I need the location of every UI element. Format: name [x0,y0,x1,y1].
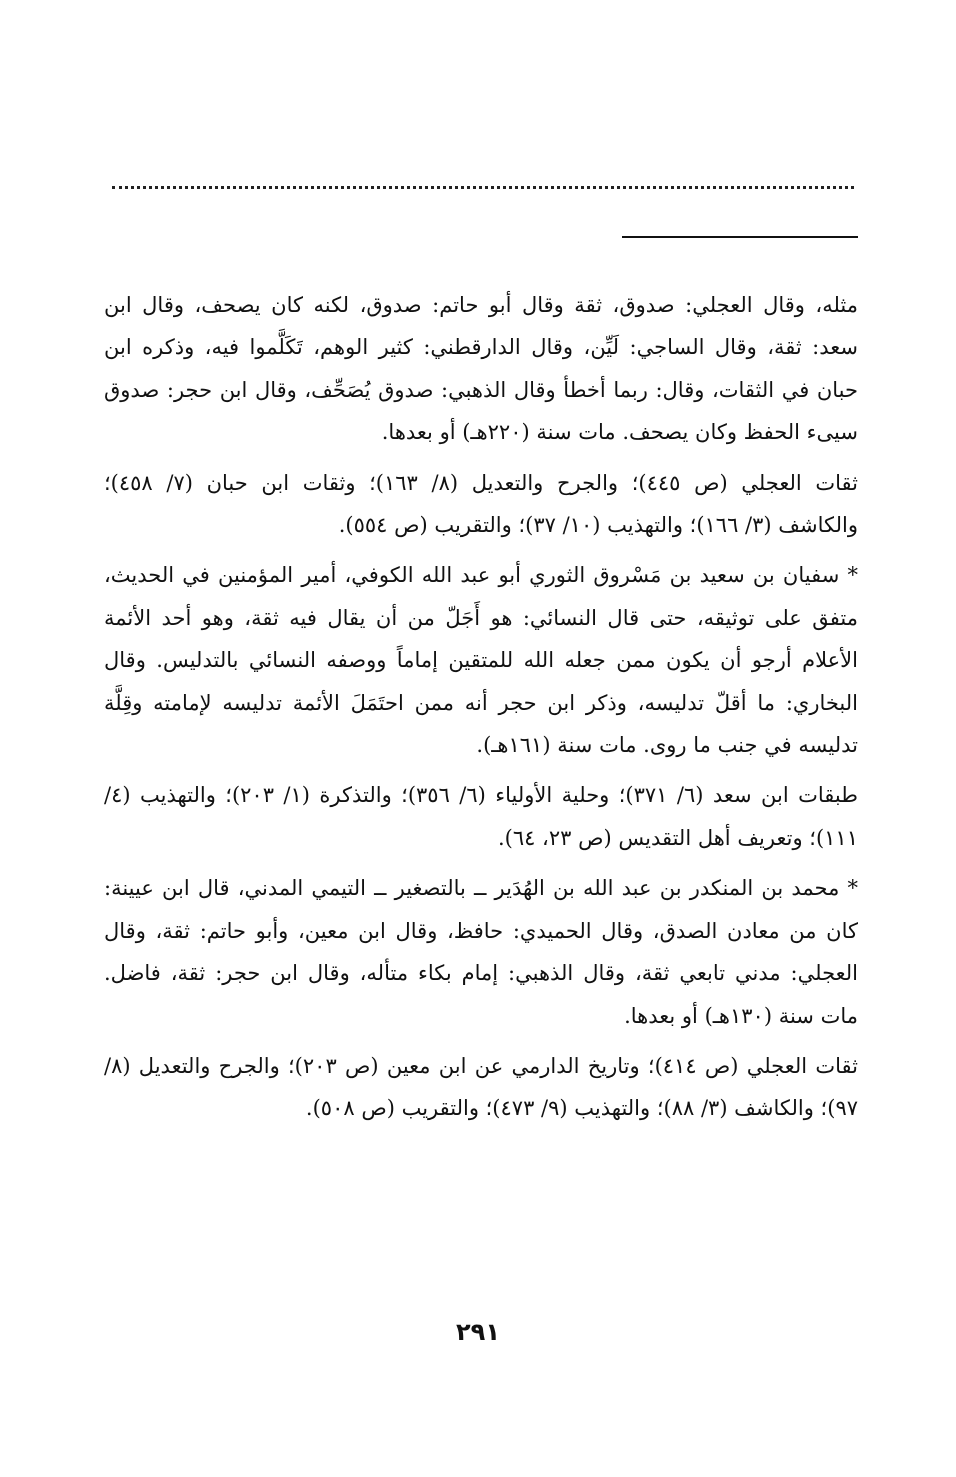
paragraph-sources-1: ثقات العجلي (ص ٤٤٥)؛ والجرح والتعديل (٨/ ١٦٣)؛ وثقات ابن حبان (٧/ ٤٥٨)؛ والكاشف (٣/ ١٦٦)؛ والتهذيب (١٠/ ٣٧)؛ والتقريب (ص ٥٥٤). [104,470,858,538]
paragraph-sources-3: ثقات العجلي (ص ٤١٤)؛ وتاريخ الدارمي عن ابن معين (ص ٢٠٣)؛ والجرح والتعديل (٨/ ٩٧)؛ والكاشف (٣/ ٨٨)؛ والتهذيب (٩/ ٤٧٣)؛ والتقريب (ص ٥٠٨). [104,1053,858,1121]
paragraph-sufyan-thawri: * سفيان بن سعيد بن مَسْروق الثوري أبو عبد الله الكوفي، أمير المؤمنين في الحديث، متفق على توثيقه، حتى قال النسائي: هو أَجَلّ من أن يقال فيه ثقة، وهو أحد الأئمة الأعلام أرجو أن يكون ممن جعله الله للمتقين إماماً ووصفه النسائي بالتدليس. وقال البخاري: ما أقلّ تدليسه، وذكر ابن حجر أنه ممن احتَمَلَ الأئمة تدليسه لإمامته وقِلَّة تدليسه في جنب ما روى. مات سنة (١٦١هـ). [104,563,858,758]
footnote-text [104,284,858,1130]
paragraph-muhammad-munkadir: * محمد بن المنكدر بن عبد الله بن الهُدَير ــ بالتصغير ــ التيمي المدني، قال ابن عيينة: كان من معادن الصدق، وقال الحميدي: حافظ، وقال ابن معين، وأبو حاتم: ثقة، وقال العجلي: مدني تابعي ثقة، وقال الذهبي: إمام بكاء متأله، وقال ابن حجر: ثقة، فاضل. مات سنة (١٣٠هـ) أو بعدها. [104,876,858,1028]
paragraph-narrator-continuation: مثله، وقال العجلي: صدوق، ثقة وقال أبو حاتم: صدوق، لكنه كان يصحف، وقال ابن سعد: ثقة، وقال الساجي: لَيِّن، وقال الدارقطني: كثير الوهم، تَكَلَّموا فيه، وذكره ابن حبان في الثقات، وقال: ربما أخطأ وقال الذهبي: صدوق يُصَحِّف، وقال ابن حجر: صدوق سيىء الحفظ وكان يصحف. مات سنة (٢٢٠هـ) أو بعدها. [104,293,858,445]
paragraph-sources-2: طبقات ابن سعد (٦/ ٣٧١)؛ وحلية الأولياء (٦/ ٣٥٦)؛ والتذكرة (١/ ٢٠٣)؛ والتهذيب (٤/ ١١١)؛ وتعريف أهل التقديس (ص ٢٣، ٦٤). [104,783,858,850]
dotted-separator [112,186,854,189]
page-number: ٢٩١ [456,1318,500,1346]
footnote-rule [622,236,858,238]
